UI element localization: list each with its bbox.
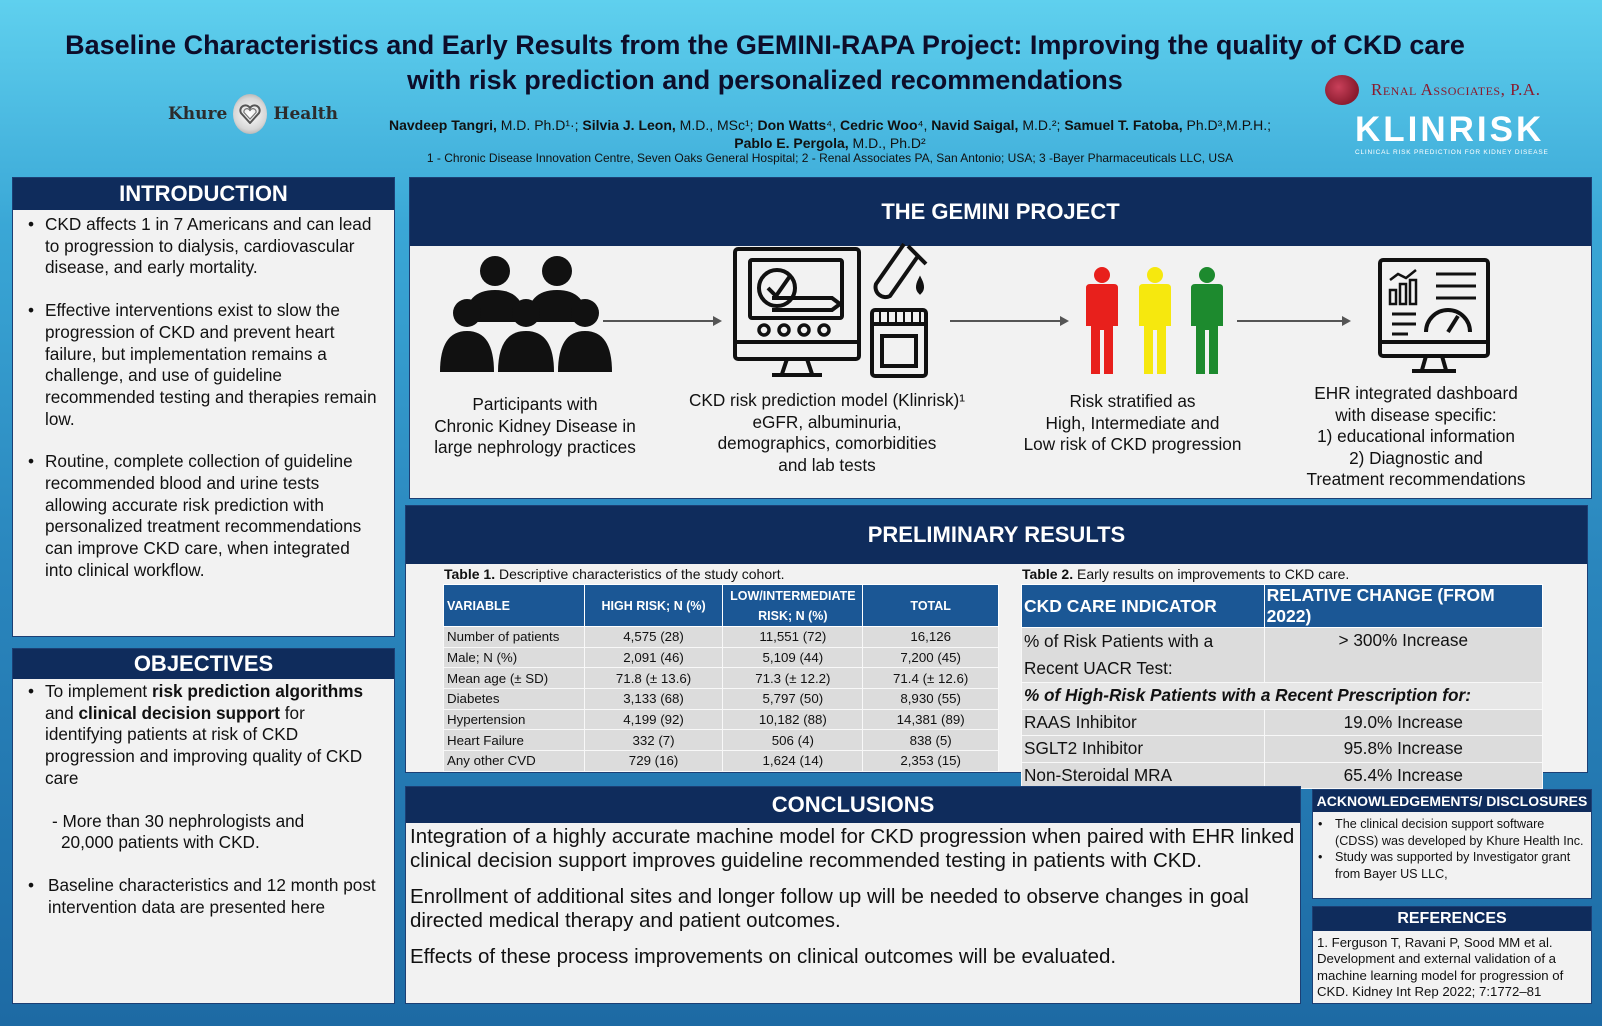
klinrisk-logo <box>1355 112 1575 162</box>
table-cell: 2,091 (46) <box>584 647 723 668</box>
caption-label: Table 2. <box>1022 566 1074 582</box>
table-header-cell: CKD CARE INDICATOR <box>1022 585 1265 628</box>
table-cell: Any other CVD <box>444 751 585 772</box>
table-row <box>1022 628 1543 683</box>
acknowledgement-item: • Study was supported by Investigator grant from Bayer US LLC, <box>1313 849 1587 882</box>
poster-title <box>40 28 1490 98</box>
table-cell: RAAS Inhibitor <box>1022 709 1265 736</box>
conclusion-paragraph: Integration of a highly accurate machine model for CKD progression when paired with EHR linked clinical decision support improves guideline recommended testing in patients with CKD. <box>410 825 1295 872</box>
table-header-row <box>1022 585 1543 628</box>
objectives-bullet <box>23 681 382 790</box>
author-degree: M.D.²; <box>1018 117 1065 133</box>
table-subheading-cell: % of High-Risk Patients with a Recent Prescription for: <box>1022 683 1543 710</box>
low-risk-person-icon <box>1191 267 1223 374</box>
ckd-care-results-table <box>1021 584 1543 789</box>
table-cell: 71.3 (± 12.2) <box>723 668 863 689</box>
author-name: Pablo E. Pergola, <box>734 135 849 151</box>
khure-logo-text-left: Khure <box>168 104 228 124</box>
table-cell: Heart Failure <box>444 730 585 751</box>
caption-text: Early results on improvements to CKD care. <box>1073 566 1350 582</box>
author-degree: ⁴, <box>826 117 840 133</box>
conclusions-heading: CONCLUSIONS <box>406 787 1300 823</box>
table-header-row <box>444 585 999 627</box>
caption-label: Table 1. <box>444 566 496 582</box>
authors-line-2 <box>360 134 1300 152</box>
step-line: and lab tests <box>778 454 876 475</box>
author-name: Silvia J. Leon, <box>582 117 676 133</box>
klinrisk-tagline: CLINICAL RISK PREDICTION FOR KIDNEY DISEASE <box>1355 149 1549 156</box>
objectives-sub-point-cont: 20,000 patients with CKD. <box>61 832 260 853</box>
table-cell: SGLT2 Inhibitor <box>1022 736 1265 763</box>
monitor-checkmark-icon <box>732 246 862 378</box>
author-degree: Ph.D³,M.P.H.; <box>1182 117 1272 133</box>
table-row <box>444 627 999 648</box>
table-row <box>1022 736 1543 763</box>
table-row <box>1022 762 1543 789</box>
bold-span: clinical decision support <box>78 702 280 723</box>
acknowledgement-item: • The clinical decision support software (CDSS) was developed by Khure Health Inc. <box>1313 816 1587 849</box>
arrow-icon <box>950 314 1070 332</box>
table2-caption <box>1022 566 1349 582</box>
table-cell: 7,200 (45) <box>863 647 999 668</box>
table-cell: Male; N (%) <box>444 647 585 668</box>
table-cell: Hypertension <box>444 709 585 730</box>
khure-health-logo <box>168 92 338 136</box>
table-cell: 1,624 (14) <box>723 751 863 772</box>
introduction-bullet: • CKD affects 1 in 7 Americans and can lead to progression to dialysis, cardiovascular disease, and early mortality. <box>23 214 382 279</box>
cell-line: % of Risk Patients with a <box>1024 631 1214 651</box>
table-cell: 10,182 (88) <box>723 709 863 730</box>
high-risk-person-icon <box>1086 267 1118 374</box>
step-line: eGFR, albuminuria, <box>752 411 902 432</box>
gemini-project-panel <box>409 177 1592 499</box>
table-row <box>444 647 999 668</box>
renal-associates-logo-text: Renal Associates, P.A. <box>1371 80 1541 99</box>
table-cell: 71.4 (± 12.6) <box>863 668 999 689</box>
table-cell: 11,551 (72) <box>723 627 863 648</box>
step-line: 1) educational information <box>1317 426 1515 446</box>
text-span: and <box>45 702 79 723</box>
table-cell: 19.0% Increase <box>1264 709 1542 736</box>
table-row <box>444 730 999 751</box>
heart-icon <box>233 94 267 134</box>
author-name: Navdeep Tangri, <box>388 117 497 133</box>
people-group-icon <box>440 254 615 374</box>
table-cell: 506 (4) <box>723 730 863 751</box>
step-line: Treatment recommendations <box>1306 469 1526 489</box>
table-cell: Mean age (± SD) <box>444 668 585 689</box>
table-header-cell: VARIABLE <box>444 585 585 627</box>
preliminary-results-panel <box>405 505 1588 785</box>
reference-item: 1. Ferguson T, Ravani P, Sood MM et al. Development and external validation of a machine learning model for progression of CKD. Kidney Int Rep 2022; 7:1772–81 <box>1317 935 1564 999</box>
table-cell: 5,109 (44) <box>723 647 863 668</box>
affiliations: 1 - Chronic Disease Innovation Centre, Seven Oaks General Hospital; 2 - Renal Associates PA, San Antonio; USA; 3 -Bayer Pharmaceuticals LLC, USA <box>426 151 1234 165</box>
step-line: large nephrology practices <box>434 437 636 457</box>
author-degree: M.D. Ph.D¹·; <box>496 117 583 133</box>
table-cell: 729 (16) <box>584 751 723 772</box>
table-cell: Number of patients <box>444 627 585 648</box>
renal-associates-logo <box>1325 74 1595 106</box>
table-header-cell: HIGH RISK; N (%) <box>584 585 723 627</box>
table-cell: 3,133 (68) <box>584 689 723 710</box>
objectives-heading: OBJECTIVES <box>13 649 394 679</box>
table-cell: 65.4% Increase <box>1264 762 1542 789</box>
intermediate-risk-person-icon <box>1139 267 1171 374</box>
author-name: Navid Saigal, <box>931 117 1019 133</box>
table-cell: 8,930 (55) <box>863 689 999 710</box>
references-heading: REFERENCES <box>1313 907 1591 931</box>
table-row <box>444 751 999 772</box>
author-list <box>360 116 1300 152</box>
table-cell: 14,381 (89) <box>863 709 999 730</box>
risk-stratified-persons-icon <box>1080 266 1230 376</box>
table-cell: 838 (5) <box>863 730 999 751</box>
authors-line-1 <box>360 116 1300 134</box>
author-name: Don Watts <box>757 117 827 133</box>
table-cell: > 300% Increase <box>1264 628 1542 683</box>
title-line-2: with risk prediction and personalized recommendations <box>407 65 1123 95</box>
table1-caption <box>444 566 785 582</box>
introduction-heading: INTRODUCTION <box>13 178 394 210</box>
table-cell: 71.8 (± 13.6) <box>584 668 723 689</box>
acknowledgements-heading: ACKNOWLEDGEMENTS/ DISCLOSURES <box>1313 790 1591 812</box>
dashboard-icon <box>1378 258 1490 374</box>
step-line: Risk stratified as <box>1069 391 1196 411</box>
descriptive-characteristics-table <box>443 584 999 772</box>
arrow-icon <box>1237 314 1352 332</box>
author-degree: M.D., Ph.D² <box>848 135 926 151</box>
author-name: Cedric Woo <box>839 117 918 133</box>
step-line: 2) Diagnostic and <box>1349 447 1483 468</box>
table-cell: 4,575 (28) <box>584 627 723 648</box>
table-header-cell: RELATIVE CHANGE (FROM 2022) <box>1264 585 1542 628</box>
table-cell: 5,797 (50) <box>723 689 863 710</box>
references-panel <box>1312 906 1592 1004</box>
arrow-icon <box>603 314 723 332</box>
table-row <box>444 668 999 689</box>
test-tube-icon <box>868 242 932 382</box>
bold-span: risk prediction algorithms <box>151 681 364 701</box>
table-row <box>444 709 999 730</box>
objectives-bullet: • Baseline characteristics and 12 month post intervention data are presented here <box>23 875 382 918</box>
author-degree: M.D., MSc¹; <box>675 117 758 133</box>
table-cell: 95.8% Increase <box>1264 736 1542 763</box>
table-cell: 16,126 <box>863 627 999 648</box>
khure-logo-text-right: Health <box>273 104 338 124</box>
step-line: CKD risk prediction model (Klinrisk)¹ <box>688 390 965 410</box>
text-span: To implement <box>45 681 152 701</box>
text-span: for identifying patients at risk of CKD progression and improving quality of CKD care <box>45 702 363 788</box>
klinrisk-logo-text: KLINRISK <box>1355 110 1545 149</box>
caption-text: Descriptive characteristics of the study cohort. <box>495 566 785 582</box>
table-cell: 2,353 (15) <box>863 751 999 772</box>
introduction-bullet: • Routine, complete collection of guideline recommended blood and urine tests allowing accurate risk prediction with personalized treatment recommendations can improve CKD care, when integrated into clinical workflow. <box>23 451 382 581</box>
table-cell <box>1022 628 1265 683</box>
table-header-cell: TOTAL <box>863 585 999 627</box>
step-risk-model-text <box>672 390 982 476</box>
step-line: EHR integrated dashboard <box>1314 383 1518 403</box>
step-line: with disease specific: <box>1335 404 1497 425</box>
table-cell: Non-Steroidal MRA <box>1022 762 1265 789</box>
table-row <box>1022 709 1543 736</box>
table-row <box>1022 683 1543 710</box>
table-cell: 332 (7) <box>584 730 723 751</box>
step-line: demographics, comorbidities <box>717 433 937 453</box>
acknowledgements-panel <box>1312 789 1592 899</box>
author-name: Samuel T. Fatoba, <box>1064 117 1183 133</box>
objectives-panel <box>12 648 395 1004</box>
gemini-heading: THE GEMINI PROJECT <box>410 178 1591 246</box>
step-line: Low risk of CKD progression <box>1023 434 1242 454</box>
renal-associates-emblem-icon <box>1325 75 1359 105</box>
author-degree: ⁴, <box>917 117 932 133</box>
conclusion-paragraph: Effects of these process improvements on clinical outcomes will be evaluated. <box>410 945 1117 968</box>
step-risk-stratified-text <box>1010 391 1255 456</box>
table-cell: 4,199 (92) <box>584 709 723 730</box>
step-line: Participants with <box>472 394 598 414</box>
table-cell: Diabetes <box>444 689 585 710</box>
step-participants-text <box>410 394 660 459</box>
introduction-bullet: • Effective interventions exist to slow the progression of CKD and prevent heart failure, but implementation remains a challenge, and use of guideline recommended testing and therapies remain low. <box>23 300 382 430</box>
step-line: Chronic Kidney Disease in <box>434 415 636 436</box>
table-row <box>444 689 999 710</box>
cell-line: Recent UACR Test: <box>1024 658 1173 678</box>
table-header-cell: LOW/INTERMEDIATE RISK; N (%) <box>723 585 863 627</box>
conclusions-panel <box>405 786 1301 1004</box>
step-line: High, Intermediate and <box>1045 412 1220 433</box>
title-line-1: Baseline Characteristics and Early Results from the GEMINI-RAPA Project: Improving the quality of CKD care <box>65 30 1465 60</box>
introduction-panel <box>12 177 395 637</box>
objectives-sub-point: - More than 30 nephrologists and <box>52 810 305 831</box>
results-heading: PRELIMINARY RESULTS <box>406 506 1587 564</box>
step-dashboard-text <box>1282 383 1550 491</box>
introduction-bullets <box>13 210 394 582</box>
conclusion-paragraph: Enrollment of additional sites and longer follow up will be needed to observe changes in goal directed medical therapy and patient outcomes. <box>410 885 1249 932</box>
